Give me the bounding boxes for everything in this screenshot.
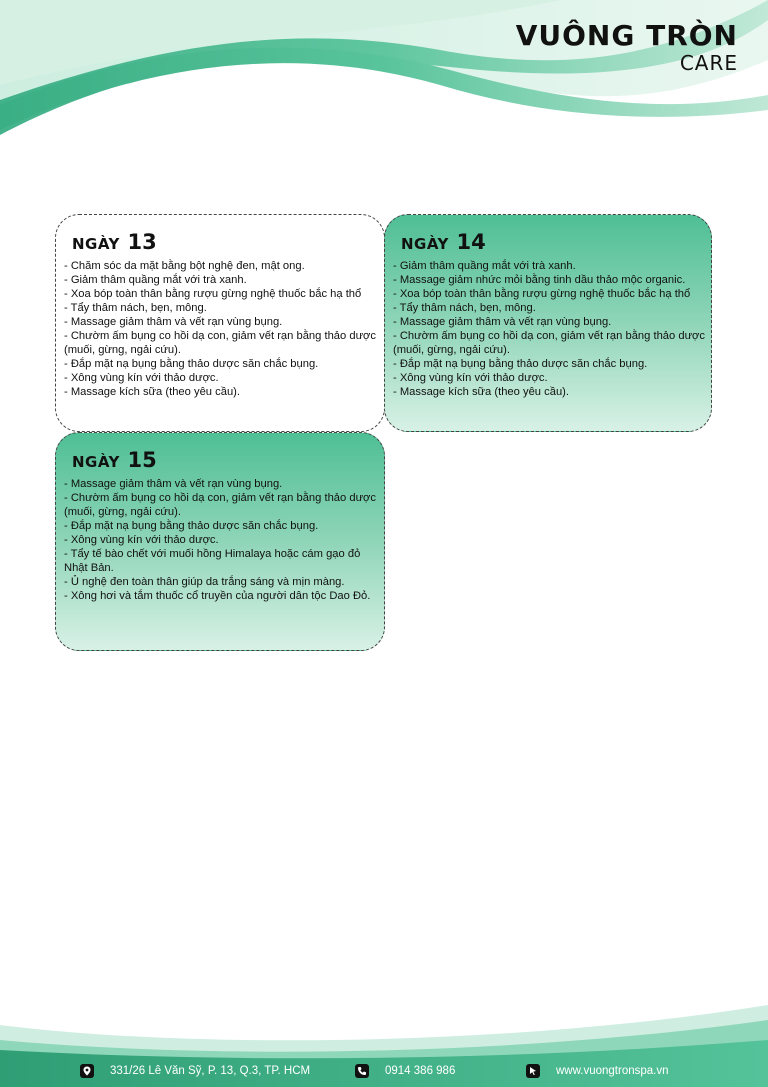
day-14-card [384,214,712,432]
list-item: - Đắp mặt nạ bụng bằng thảo dược săn chắc bụng. [64,520,319,532]
day-15-title [72,447,378,475]
list-item: - Xoa bóp toàn thân bằng rượu gừng nghệ thuốc bắc hạ thổ [64,288,362,300]
list-item: - Chườm ấm bụng co hồi dạ con, giảm vết rạn bằng thảo dược (muối, gừng, ngải cứu). [64,330,376,356]
list-item: - Đắp mặt nạ bụng bằng thảo dược săn chắc bụng. [393,358,648,370]
list-item: - Massage kích sữa (theo yêu cầu). [64,386,241,398]
list-item: - Tẩy tế bào chết với muối hồng Himalaya hoặc cám gạo đỏ Nhật Bản. [64,548,361,574]
website-link[interactable]: www.vuongtronspa.vn [556,1065,669,1077]
day-13-list [64,259,378,399]
address-text: 331/26 Lê Văn Sỹ, P. 13, Q.3, TP. HCM [110,1065,311,1077]
list-item: - Massage giảm thâm và vết rạn vùng bụng. [64,316,283,328]
day-13-card [55,214,385,432]
list-item: - Massage giảm nhức mỏi bằng tinh dầu thảo mộc organic. [393,274,686,286]
footer-phone[interactable] [355,1064,455,1078]
day-13-title [72,229,378,257]
cursor-icon [526,1064,540,1078]
day-label: NGÀY [72,235,120,253]
list-item: - Massage giảm thâm và vết rạn vùng bụng. [64,478,283,490]
list-item: - Giảm thâm quầng mắt với trà xanh. [393,260,576,272]
list-item: - Chườm ấm bụng co hồi dạ con, giảm vết rạn bằng thảo dược (muối, gừng, ngải cứu). [64,492,376,518]
list-item: - Ủ nghệ đen toàn thân giúp da trắng sáng và mịn màng. [64,576,345,588]
brand-logo [516,20,738,74]
day-number: 15 [127,448,157,472]
day-number: 14 [456,230,486,254]
list-item: - Xông hơi và tắm thuốc cổ truyền của người dân tộc Dao Đỏ. [64,590,371,602]
list-item: - Xông vùng kín với thảo dược. [393,372,548,384]
day-label: NGÀY [401,235,449,253]
phone-icon [355,1064,369,1078]
day-14-list [393,259,705,399]
brand-name: VUÔNG TRÒN [515,19,738,52]
list-item: - Tẩy thâm nách, bẹn, mông. [64,302,207,314]
phone-text[interactable]: 0914 386 986 [385,1065,456,1077]
list-item: - Massage giảm thâm và vết rạn vùng bụng. [393,316,612,328]
list-item: - Giảm thâm quầng mắt với trà xanh. [64,274,247,286]
location-pin-icon [80,1064,94,1078]
list-item: - Tẩy thâm nách, bẹn, mông. [393,302,536,314]
day-15-list [64,477,378,603]
day-label: NGÀY [72,453,120,471]
day-number: 13 [127,230,157,254]
list-item: - Chườm ấm bụng co hồi dạ con, giảm vết rạn bằng thảo dược (muối, gừng, ngải cứu). [393,330,705,356]
list-item: - Xoa bóp toàn thân bằng rượu gừng nghệ thuốc bắc hạ thổ [393,288,691,300]
list-item: - Massage kích sữa (theo yêu cầu). [393,386,570,398]
list-item: - Đắp mặt nạ bụng bằng thảo dược săn chắc bụng. [64,358,319,370]
brand-sub: CARE [679,51,738,75]
footer-address [80,1064,310,1078]
day-15-card [55,432,385,651]
footer-website[interactable] [526,1064,669,1078]
day-14-title [401,229,705,257]
list-item: - Xông vùng kín với thảo dược. [64,372,219,384]
list-item: - Chăm sóc da mặt bằng bột nghệ đen, mật ong. [64,260,305,272]
list-item: - Xông vùng kín với thảo dược. [64,534,219,546]
